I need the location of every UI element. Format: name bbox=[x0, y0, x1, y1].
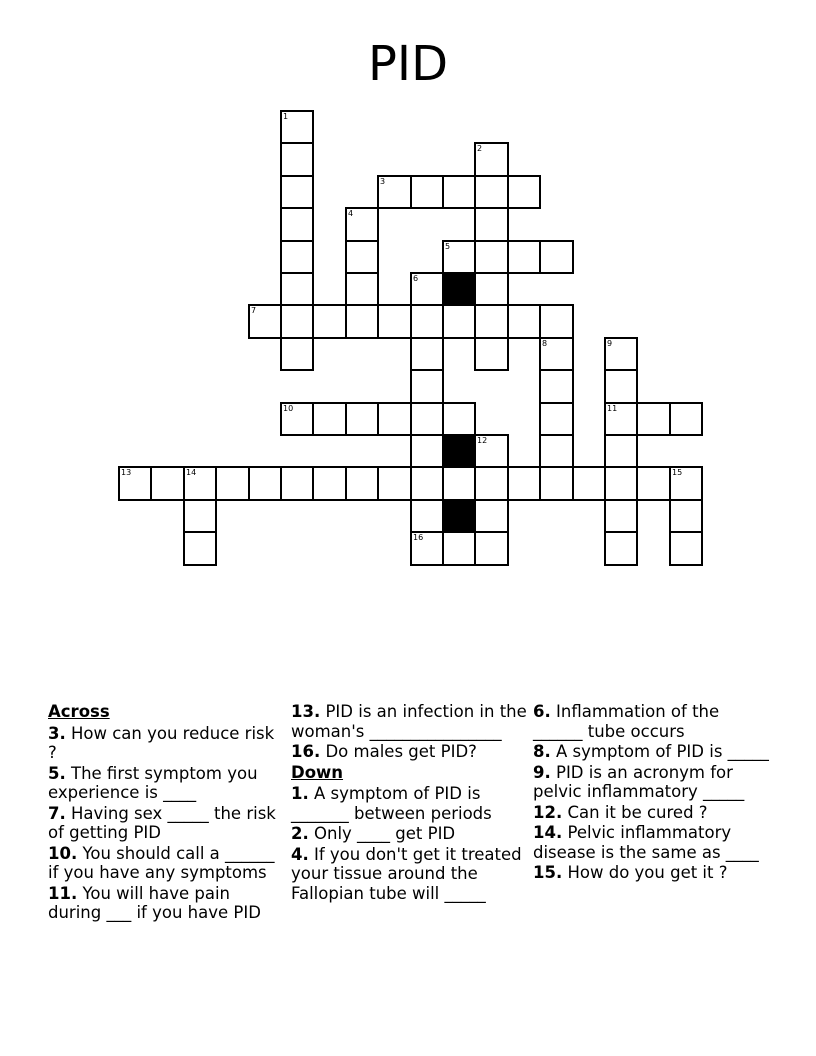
clue-number: 16. bbox=[291, 742, 321, 761]
answer-cell[interactable] bbox=[669, 499, 703, 533]
clue-number-label: 16 bbox=[413, 533, 424, 542]
clue-item bbox=[533, 803, 769, 823]
clue-text: You should call a ______ if you have any symptoms bbox=[48, 843, 275, 882]
answer-cell[interactable] bbox=[280, 272, 314, 306]
answer-cell[interactable] bbox=[442, 402, 476, 436]
clue-number-label: 4 bbox=[348, 209, 354, 218]
answer-cell[interactable] bbox=[410, 369, 444, 404]
answer-cell[interactable] bbox=[410, 402, 444, 436]
clue-number: 13. bbox=[291, 702, 321, 721]
clue-number: 3. bbox=[48, 723, 66, 743]
clue-column-2 bbox=[291, 702, 527, 904]
answer-cell[interactable] bbox=[442, 175, 476, 209]
answer-cell[interactable] bbox=[377, 466, 412, 501]
clue-number: 4. bbox=[291, 844, 309, 864]
clue-section-heading: Down bbox=[291, 762, 344, 782]
answer-cell[interactable] bbox=[215, 466, 250, 501]
clue-number-label: 13 bbox=[121, 468, 132, 477]
answer-cell[interactable] bbox=[539, 240, 574, 274]
answer-cell[interactable] bbox=[636, 402, 671, 436]
answer-cell[interactable] bbox=[280, 304, 314, 339]
clue-item bbox=[48, 844, 284, 883]
answer-cell[interactable] bbox=[474, 434, 509, 468]
answer-cell[interactable] bbox=[280, 207, 314, 242]
answer-cell[interactable] bbox=[280, 175, 314, 209]
clue-text: The first symptom you experience is ____ bbox=[48, 763, 258, 802]
clue-text: A symptom of PID is _____ bbox=[550, 742, 769, 761]
black-cell bbox=[442, 499, 476, 533]
clue-section-heading: Across bbox=[48, 702, 110, 721]
clue-number: 12. bbox=[533, 802, 563, 822]
answer-cell[interactable] bbox=[474, 466, 509, 501]
clue-text: If you don't get it treated your tissue around the Fallopian tube will _____ bbox=[291, 844, 522, 903]
clue-number: 11. bbox=[48, 883, 78, 903]
answer-cell[interactable] bbox=[312, 466, 347, 501]
answer-cell[interactable] bbox=[280, 466, 314, 501]
clue-number: 7. bbox=[48, 803, 66, 823]
answer-cell[interactable] bbox=[280, 337, 314, 371]
clue-item bbox=[291, 742, 527, 762]
answer-cell[interactable] bbox=[474, 175, 509, 209]
clue-text: Having sex _____ the risk of getting PID bbox=[48, 803, 276, 842]
clue-text: How can you reduce risk ? bbox=[48, 723, 275, 762]
answer-cell[interactable] bbox=[474, 304, 509, 339]
answer-cell[interactable] bbox=[474, 207, 509, 242]
clue-number: 6. bbox=[533, 702, 551, 721]
answer-cell[interactable] bbox=[377, 304, 412, 339]
answer-cell[interactable] bbox=[410, 466, 444, 501]
answer-cell[interactable] bbox=[539, 402, 574, 436]
answer-cell[interactable] bbox=[312, 402, 347, 436]
answer-cell[interactable] bbox=[669, 466, 703, 501]
clue-number-label: 7 bbox=[251, 306, 257, 315]
answer-cell[interactable] bbox=[410, 434, 444, 468]
answer-cell[interactable] bbox=[539, 369, 574, 404]
answer-cell[interactable] bbox=[345, 240, 379, 274]
answer-cell[interactable] bbox=[572, 466, 606, 501]
answer-cell[interactable] bbox=[410, 531, 444, 566]
answer-cell[interactable] bbox=[507, 466, 541, 501]
clue-text: PID is an acronym for pelvic inflammatory _____ bbox=[533, 762, 745, 801]
answer-cell[interactable] bbox=[410, 175, 444, 209]
clue-item bbox=[533, 702, 769, 741]
clue-number-label: 9 bbox=[607, 339, 613, 348]
clue-text: How do you get it ? bbox=[562, 863, 728, 882]
answer-cell[interactable] bbox=[410, 499, 444, 533]
clue-number-label: 6 bbox=[413, 274, 419, 283]
black-cell bbox=[442, 434, 476, 468]
answer-cell[interactable] bbox=[442, 240, 476, 274]
clue-text: Do males get PID? bbox=[320, 742, 477, 761]
clue-item bbox=[533, 763, 769, 802]
answer-cell[interactable] bbox=[539, 304, 574, 339]
answer-cell[interactable] bbox=[280, 402, 314, 436]
answer-cell[interactable] bbox=[377, 175, 412, 209]
answer-cell[interactable] bbox=[474, 531, 509, 566]
answer-cell[interactable] bbox=[474, 499, 509, 533]
clue-text: A symptom of PID is _______ between periods bbox=[291, 784, 492, 823]
clue-text: PID is an infection in the woman's ________________ bbox=[291, 702, 527, 741]
clue-text: Pelvic inflammatory disease is the same as ____ bbox=[533, 823, 759, 862]
answer-cell[interactable] bbox=[410, 337, 444, 371]
clue-column-3 bbox=[533, 702, 769, 884]
clue-item bbox=[533, 863, 769, 883]
answer-cell[interactable] bbox=[183, 466, 217, 501]
clue-item bbox=[291, 702, 527, 741]
clue-number-label: 10 bbox=[283, 404, 294, 413]
clue-item bbox=[48, 884, 284, 923]
answer-cell[interactable] bbox=[442, 466, 476, 501]
answer-cell[interactable] bbox=[118, 466, 152, 501]
answer-cell[interactable] bbox=[604, 434, 638, 468]
answer-cell[interactable] bbox=[669, 402, 703, 436]
clue-number-label: 5 bbox=[445, 242, 451, 251]
clue-text: You will have pain during ___ if you have PID bbox=[48, 883, 261, 922]
clue-text: Inflammation of the ______ tube occurs bbox=[533, 702, 720, 741]
answer-cell[interactable] bbox=[345, 402, 379, 436]
puzzle-title: PID bbox=[367, 36, 449, 92]
clue-number: 8. bbox=[533, 742, 551, 761]
answer-cell[interactable] bbox=[604, 466, 638, 501]
answer-cell[interactable] bbox=[410, 304, 444, 339]
answer-cell[interactable] bbox=[604, 499, 638, 533]
answer-cell[interactable] bbox=[442, 531, 476, 566]
clue-number-label: 3 bbox=[380, 177, 386, 186]
clue-number: 14. bbox=[533, 823, 563, 842]
clue-number-label: 15 bbox=[672, 468, 683, 477]
clue-item bbox=[533, 823, 769, 862]
clue-item bbox=[291, 824, 527, 844]
answer-cell[interactable] bbox=[636, 466, 671, 501]
answer-cell[interactable] bbox=[312, 304, 347, 339]
answer-cell[interactable] bbox=[604, 531, 638, 566]
clue-item bbox=[533, 742, 769, 762]
clue-number-label: 1 bbox=[283, 112, 289, 121]
answer-cell[interactable] bbox=[539, 337, 574, 371]
answer-cell[interactable] bbox=[280, 110, 314, 144]
answer-cell[interactable] bbox=[604, 369, 638, 404]
answer-cell[interactable] bbox=[507, 304, 541, 339]
answer-cell[interactable] bbox=[345, 272, 379, 306]
answer-cell[interactable] bbox=[345, 304, 379, 339]
answer-cell[interactable] bbox=[183, 499, 217, 533]
clue-item bbox=[291, 845, 527, 904]
answer-cell[interactable] bbox=[442, 304, 476, 339]
answer-cell[interactable] bbox=[345, 207, 379, 242]
answer-cell[interactable] bbox=[539, 466, 574, 501]
clue-number: 1. bbox=[291, 784, 309, 803]
clue-column-1 bbox=[48, 702, 284, 924]
answer-cell[interactable] bbox=[507, 240, 541, 274]
clue-number-label: 2 bbox=[477, 144, 483, 153]
clue-item bbox=[48, 804, 284, 843]
answer-cell[interactable] bbox=[474, 142, 509, 177]
answer-cell[interactable] bbox=[474, 272, 509, 306]
answer-cell[interactable] bbox=[604, 402, 638, 436]
clue-text: Can it be cured ? bbox=[562, 802, 708, 822]
clue-number-label: 14 bbox=[186, 468, 197, 477]
clue-number-label: 11 bbox=[607, 404, 618, 413]
clue-item bbox=[48, 764, 284, 803]
answer-cell[interactable] bbox=[377, 402, 412, 436]
clue-item bbox=[291, 784, 527, 823]
answer-cell[interactable] bbox=[474, 240, 509, 274]
answer-cell[interactable] bbox=[183, 531, 217, 566]
clue-number-label: 12 bbox=[477, 436, 488, 445]
black-cell bbox=[442, 272, 476, 306]
clue-number: 2. bbox=[291, 824, 309, 843]
answer-cell[interactable] bbox=[669, 531, 703, 566]
answer-cell[interactable] bbox=[248, 304, 282, 339]
answer-cell[interactable] bbox=[345, 466, 379, 501]
clue-number: 5. bbox=[48, 763, 66, 783]
answer-cell[interactable] bbox=[280, 142, 314, 177]
clue-item bbox=[48, 724, 284, 763]
answer-cell[interactable] bbox=[474, 337, 509, 371]
clue-number: 9. bbox=[533, 762, 551, 782]
answer-cell[interactable] bbox=[280, 240, 314, 274]
answer-cell[interactable] bbox=[539, 434, 574, 468]
clue-number: 10. bbox=[48, 843, 78, 863]
answer-cell[interactable] bbox=[248, 466, 282, 501]
answer-cell[interactable] bbox=[150, 466, 185, 501]
answer-cell[interactable] bbox=[507, 175, 541, 209]
clue-number: 15. bbox=[533, 863, 563, 882]
answer-cell[interactable] bbox=[604, 337, 638, 371]
answer-cell[interactable] bbox=[410, 272, 444, 306]
clue-number-label: 8 bbox=[542, 339, 548, 348]
clue-text: Only ____ get PID bbox=[308, 824, 456, 843]
